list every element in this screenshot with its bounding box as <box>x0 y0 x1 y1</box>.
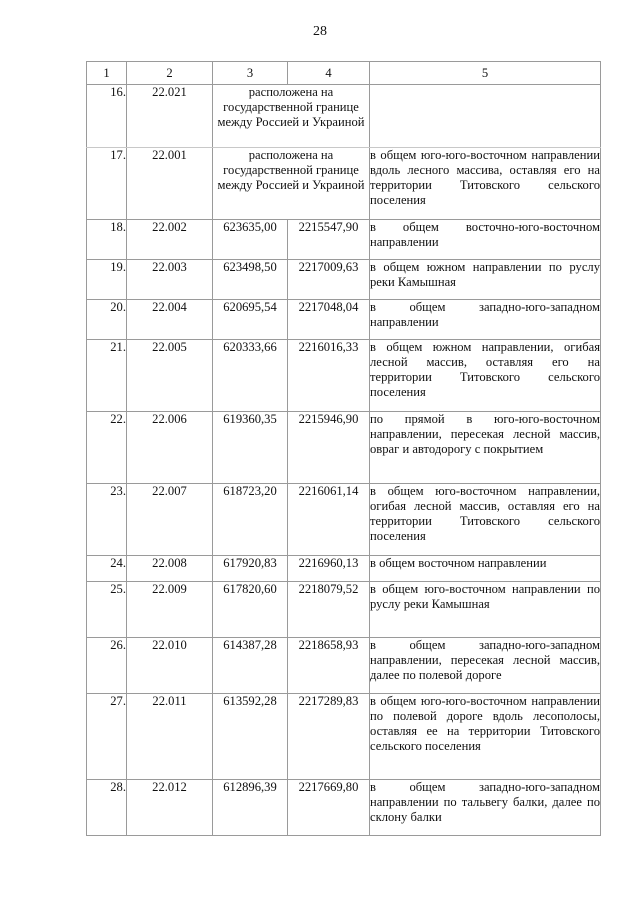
table-row <box>87 780 601 836</box>
row-number: 27. <box>87 694 127 780</box>
point-code: 22.009 <box>127 582 213 638</box>
direction-description: в общем юго-восточном направлении по руслу реки Камышная <box>370 582 601 638</box>
point-location-note: расположена на государственной границе между Россией и Украиной <box>213 85 370 148</box>
header-col-3: 3 <box>213 62 288 85</box>
direction-description: в общем западно-юго-западном направлении, пересекая лесной массив, далее по полевой дороге <box>370 638 601 694</box>
coordinate-x: 623498,50 <box>213 260 288 300</box>
point-code: 22.021 <box>127 85 213 148</box>
coordinate-y: 2215946,90 <box>288 412 370 484</box>
point-code: 22.003 <box>127 260 213 300</box>
point-location-note: расположена на государственной границе между Россией и Украиной <box>213 148 370 220</box>
coordinate-y: 2217669,80 <box>288 780 370 836</box>
row-number: 16. <box>87 85 127 148</box>
row-number: 28. <box>87 780 127 836</box>
coordinate-x: 619360,35 <box>213 412 288 484</box>
table-row <box>87 148 601 220</box>
row-number: 19. <box>87 260 127 300</box>
table-row <box>87 638 601 694</box>
point-code: 22.010 <box>127 638 213 694</box>
direction-description: в общем западно-юго-западном направлении по тальвегу балки, далее по склону балки <box>370 780 601 836</box>
table-row <box>87 694 601 780</box>
point-code: 22.006 <box>127 412 213 484</box>
point-code: 22.011 <box>127 694 213 780</box>
coordinate-y: 2217289,83 <box>288 694 370 780</box>
coordinate-y: 2217048,04 <box>288 300 370 340</box>
table-header-row <box>87 62 601 85</box>
header-col-5: 5 <box>370 62 601 85</box>
page-number: 28 <box>313 24 327 39</box>
coordinate-y: 2218658,93 <box>288 638 370 694</box>
coordinate-x: 614387,28 <box>213 638 288 694</box>
coordinate-y: 2218079,52 <box>288 582 370 638</box>
direction-description: в общем южном направлении, огибая лесной массив, оставляя его на территории Титовского сельского поселения <box>370 340 601 412</box>
row-number: 20. <box>87 300 127 340</box>
row-number: 24. <box>87 556 127 582</box>
point-code: 22.007 <box>127 484 213 556</box>
row-number: 23. <box>87 484 127 556</box>
coordinate-x: 612896,39 <box>213 780 288 836</box>
row-number: 18. <box>87 220 127 260</box>
point-code: 22.002 <box>127 220 213 260</box>
table-row <box>87 412 601 484</box>
coordinate-x: 620695,54 <box>213 300 288 340</box>
point-code: 22.005 <box>127 340 213 412</box>
row-number: 22. <box>87 412 127 484</box>
boundary-points-table <box>86 61 601 836</box>
direction-description: в общем южном направлении по руслу реки Камышная <box>370 260 601 300</box>
row-number: 25. <box>87 582 127 638</box>
table-row <box>87 582 601 638</box>
direction-description <box>370 85 601 148</box>
row-number: 17. <box>87 148 127 220</box>
header-col-1: 1 <box>87 62 127 85</box>
direction-description: по прямой в юго-юго-восточном направлении, пересекая лесной массив, овраг и автодорогу с покрытием <box>370 412 601 484</box>
row-number: 21. <box>87 340 127 412</box>
coordinate-x: 617920,83 <box>213 556 288 582</box>
coordinate-y: 2217009,63 <box>288 260 370 300</box>
coordinate-y: 2216960,13 <box>288 556 370 582</box>
coordinate-x: 620333,66 <box>213 340 288 412</box>
table-row <box>87 300 601 340</box>
direction-description: в общем юго-юго-восточном направлении вдоль лесного массива, оставляя его на территории Титовского сельского поселения <box>370 148 601 220</box>
direction-description: в общем восточном направлении <box>370 556 601 582</box>
table-row <box>87 260 601 300</box>
header-col-2: 2 <box>127 62 213 85</box>
point-code: 22.001 <box>127 148 213 220</box>
direction-description: в общем юго-восточном направлении, огибая лесной массив, оставляя его на территории Титовского сельского поселения <box>370 484 601 556</box>
table-row <box>87 220 601 260</box>
point-code: 22.008 <box>127 556 213 582</box>
table-row <box>87 556 601 582</box>
coordinate-y: 2216016,33 <box>288 340 370 412</box>
table-row <box>87 340 601 412</box>
coordinate-x: 623635,00 <box>213 220 288 260</box>
direction-description: в общем западно-юго-западном направлении <box>370 300 601 340</box>
row-number: 26. <box>87 638 127 694</box>
table-row <box>87 85 601 148</box>
direction-description: в общем восточно-юго-восточном направлении <box>370 220 601 260</box>
point-code: 22.012 <box>127 780 213 836</box>
header-col-4: 4 <box>288 62 370 85</box>
coordinate-x: 613592,28 <box>213 694 288 780</box>
coordinate-x: 618723,20 <box>213 484 288 556</box>
coordinate-x: 617820,60 <box>213 582 288 638</box>
point-code: 22.004 <box>127 300 213 340</box>
coordinate-y: 2216061,14 <box>288 484 370 556</box>
coordinate-y: 2215547,90 <box>288 220 370 260</box>
direction-description: в общем юго-юго-восточном направлении по полевой дороге вдоль лесополосы, оставляя ее на территории Титовского сельского поселения <box>370 694 601 780</box>
table-row <box>87 484 601 556</box>
